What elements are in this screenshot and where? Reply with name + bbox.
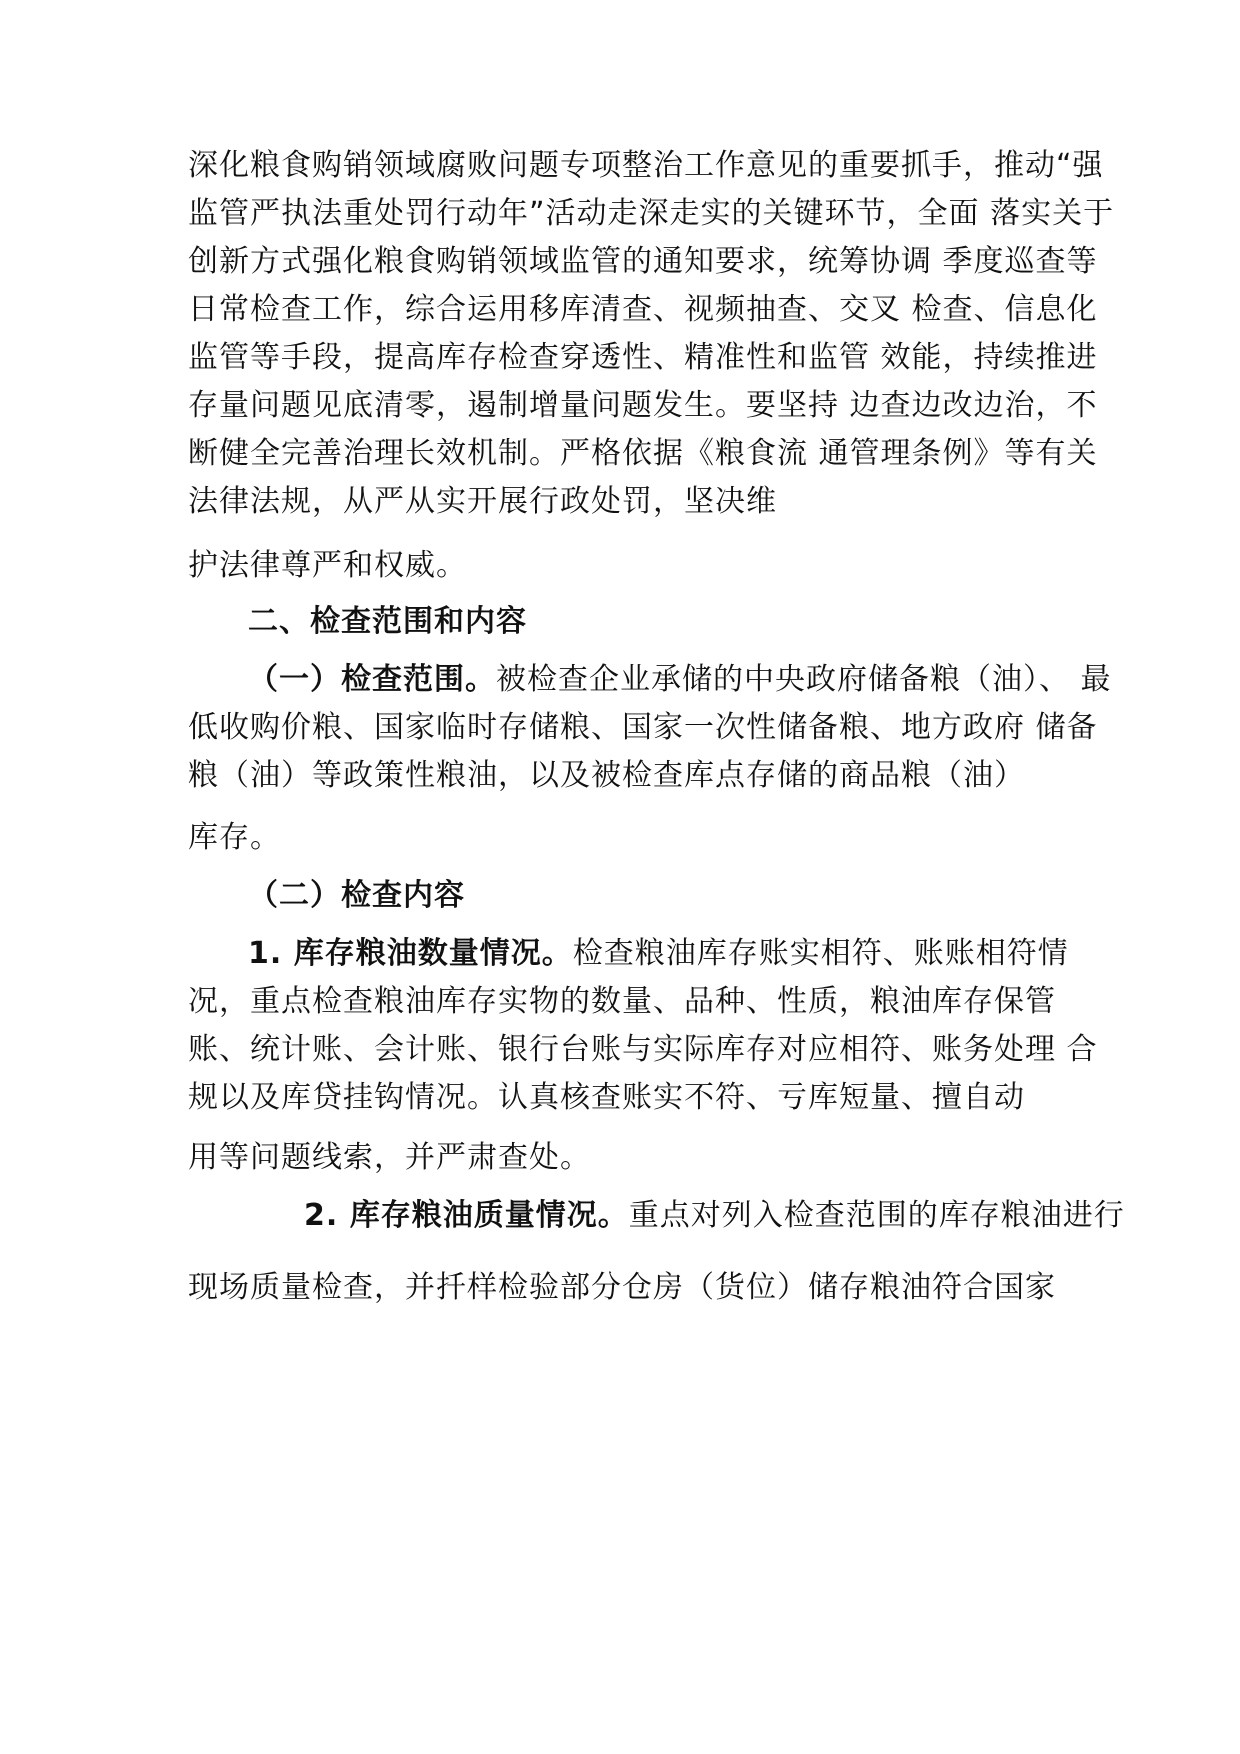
paragraph-line: 深化粮食购销领域腐败问题专项整治工作意见的重要抓手，推动“强: [188, 148, 1104, 183]
subsection-first-line: [248, 660, 1112, 700]
subsection-heading: （二）检查内容: [248, 878, 465, 913]
section-heading: 二、检查范围和内容: [248, 604, 527, 639]
paragraph-line: 护法律尊严和权威。: [188, 548, 467, 583]
paragraph-line: 日常检查工作，综合运用移库清查、视频抽查、交叉 检查、信息化: [188, 292, 1098, 327]
paragraph-line: 断健全完善治理长效机制。严格依据《粮食流 通管理条例》等有关: [188, 436, 1098, 471]
paragraph-line: 粮（油）等政策性粮油，以及被检查库点存储的商品粮（油）: [188, 758, 1025, 793]
paragraph-text: 重点对列入检查范围的库存粮油进行: [628, 1198, 1125, 1233]
paragraph-text: 检查粮油库存账实相符、账账相符情: [572, 936, 1069, 971]
paragraph-line: 况，重点检查粮油库存实物的数量、品种、性质，粮油库存保管: [188, 984, 1056, 1019]
paragraph-line: 规以及库贷挂钩情况。认真核查账实不符、亏库短量、擅自动: [188, 1080, 1025, 1115]
paragraph-line: 存量问题见底清零，遏制增量问题发生。要坚持 边查边改边治，不: [188, 388, 1098, 423]
paragraph-line: 低收购价粮、国家临时存储粮、国家一次性储备粮、地方政府 储备: [188, 710, 1098, 745]
item-heading: 1. 库存粮油数量情况。: [248, 936, 573, 971]
paragraph-line: 创新方式强化粮食购销领域监管的通知要求，统筹协调 季度巡查等: [188, 244, 1098, 279]
paragraph-line: 法律法规，从严从实开展行政处罚，坚决维: [188, 484, 777, 519]
paragraph-line: 用等问题线索，并严肃查处。: [188, 1140, 591, 1175]
paragraph-line: 库存。: [188, 820, 281, 855]
paragraph-text: 被检查企业承储的中央政府储备粮（油）、 最: [496, 662, 1112, 697]
subsection-heading: （一）检查范围。: [248, 662, 496, 697]
paragraph-line: 监管严执法重处罚行动年”活动走深走实的关键环节，全面 落实关于: [188, 196, 1115, 231]
item-first-line: [248, 934, 1069, 974]
paragraph-line: 账、统计账、会计账、银行台账与实际库存对应相符、账务处理 合: [188, 1032, 1098, 1067]
item-first-line: [304, 1196, 1125, 1236]
paragraph-line: 监管等手段，提高库存检查穿透性、精准性和监管 效能，持续推进: [188, 340, 1098, 375]
paragraph-line: 现场质量检查，并扦样检验部分仓房（货位）储存粮油符合国家: [188, 1270, 1056, 1305]
item-heading: 2. 库存粮油质量情况。: [304, 1198, 629, 1233]
